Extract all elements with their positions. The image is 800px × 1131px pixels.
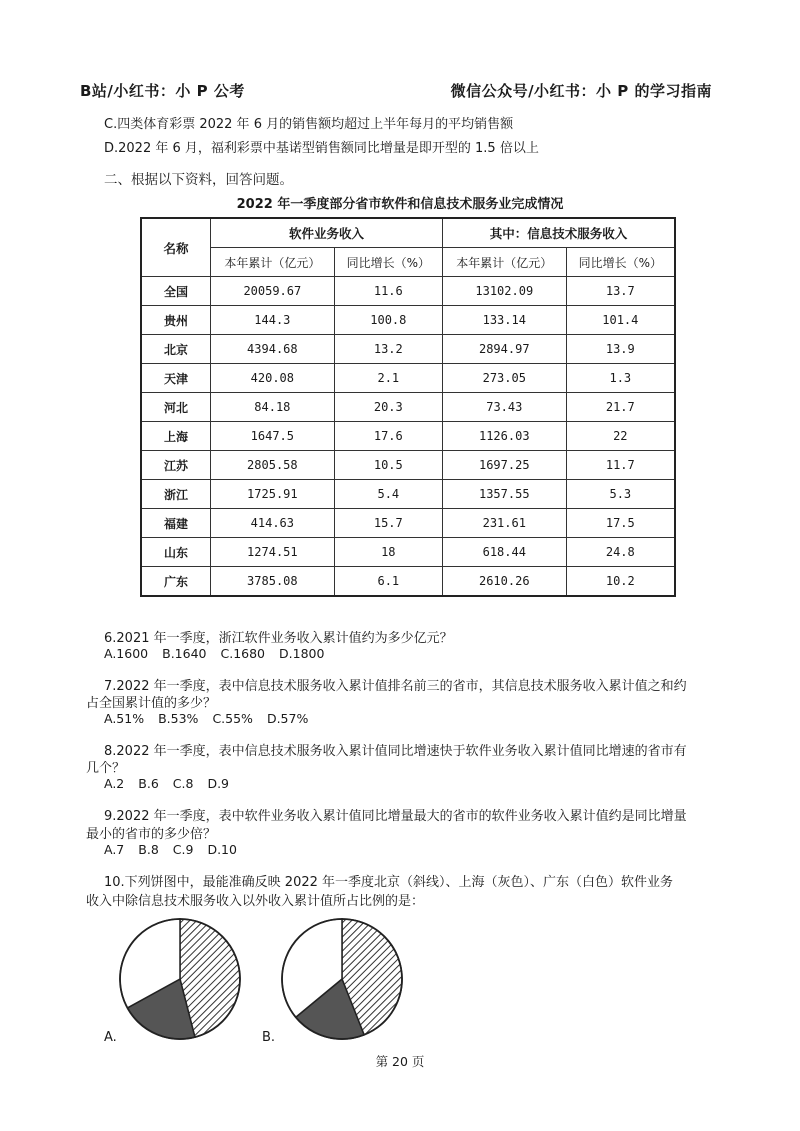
- cell: 1274.51: [211, 538, 335, 567]
- question-7-line1: 7.2022 年一季度，表中信息技术服务收入累计值排名前三的省市，其信息技术服务收入累计值之和约: [104, 679, 687, 694]
- table-row: [141, 509, 675, 538]
- table-subheader-row: [141, 248, 675, 277]
- question-9-options: [104, 842, 251, 857]
- option[interactable]: D.57%: [266, 711, 309, 726]
- cell: 10.2: [566, 567, 675, 597]
- question-9-line1: 9.2022 年一季度，表中软件业务收入累计值同比增量最大的省市的软件业务收入累计值约是同比增量: [104, 809, 687, 824]
- row-name: 福建: [141, 509, 211, 538]
- table-row: [141, 480, 675, 509]
- header-left: B站/小红书：小 P 公考: [80, 82, 245, 100]
- option[interactable]: A.2: [104, 776, 125, 791]
- option[interactable]: D.1800: [279, 646, 325, 661]
- cell: 18: [334, 538, 442, 567]
- question-7-options: [104, 711, 322, 726]
- cell: 13.2: [334, 335, 442, 364]
- cell: 133.14: [442, 306, 566, 335]
- question-6-options: [104, 646, 338, 661]
- col-name-header: 名称: [141, 218, 211, 277]
- cell: 420.08: [211, 364, 335, 393]
- cell: 2805.58: [211, 451, 335, 480]
- cell: 618.44: [442, 538, 566, 567]
- option[interactable]: B.53%: [158, 711, 199, 726]
- option[interactable]: B.1640: [162, 646, 207, 661]
- option[interactable]: A.7: [104, 842, 125, 857]
- option[interactable]: B.6: [138, 776, 159, 791]
- question-6: 6.2021 年一季度，浙江软件业务收入累计值约为多少亿元？: [104, 631, 453, 646]
- table-row: [141, 451, 675, 480]
- cell: 3785.08: [211, 567, 335, 597]
- row-name: 天津: [141, 364, 211, 393]
- cell: 13.9: [566, 335, 675, 364]
- pie-chart-b[interactable]: [278, 915, 406, 1043]
- cell: 11.7: [566, 451, 675, 480]
- row-name: 浙江: [141, 480, 211, 509]
- cell: 1647.5: [211, 422, 335, 451]
- sub1-header: 本年累计（亿元）: [211, 248, 335, 277]
- sub4-header: 同比增长（%）: [566, 248, 675, 277]
- option[interactable]: C.9: [172, 842, 194, 857]
- question-9-line2: 最小的省市的多少倍？: [86, 827, 217, 842]
- option[interactable]: C.1680: [220, 646, 266, 661]
- cell: 24.8: [566, 538, 675, 567]
- cell: 84.18: [211, 393, 335, 422]
- table-row: [141, 393, 675, 422]
- table-row: [141, 364, 675, 393]
- table-row: [141, 422, 675, 451]
- table-row: [141, 277, 675, 306]
- cell: 5.3: [566, 480, 675, 509]
- cell: 101.4: [566, 306, 675, 335]
- cell: 13102.09: [442, 277, 566, 306]
- cell: 414.63: [211, 509, 335, 538]
- cell: 2610.26: [442, 567, 566, 597]
- table-title: 2022 年一季度部分省市软件和信息技术服务业完成情况: [236, 197, 564, 212]
- cell: 20.3: [334, 393, 442, 422]
- cell: 17.6: [334, 422, 442, 451]
- cell: 5.4: [334, 480, 442, 509]
- question-8-options: [104, 776, 243, 791]
- cell: 4394.68: [211, 335, 335, 364]
- cell: 13.7: [566, 277, 675, 306]
- cell: 15.7: [334, 509, 442, 538]
- row-name: 全国: [141, 277, 211, 306]
- table-row: [141, 567, 675, 597]
- option[interactable]: B.8: [138, 842, 159, 857]
- question-7-line2: 占全国累计值的多少？: [86, 696, 217, 711]
- option[interactable]: D.9: [207, 776, 229, 791]
- cell: 273.05: [442, 364, 566, 393]
- pie-b-label: B.: [262, 1030, 276, 1045]
- option[interactable]: C.8: [172, 776, 194, 791]
- group2-header: 其中：信息技术服务收入: [442, 218, 675, 248]
- cell: 17.5: [566, 509, 675, 538]
- option-c-text: C.四类体育彩票 2022 年 6 月的销售额均超过上半年每月的平均销售额: [104, 117, 514, 132]
- cell: 2894.97: [442, 335, 566, 364]
- cell: 73.43: [442, 393, 566, 422]
- cell: 144.3: [211, 306, 335, 335]
- cell: 22: [566, 422, 675, 451]
- cell: 2.1: [334, 364, 442, 393]
- sub3-header: 本年累计（亿元）: [442, 248, 566, 277]
- question-8-line1: 8.2022 年一季度，表中信息技术服务收入累计值同比增速快于软件业务收入累计值同比增速的省市有: [104, 744, 687, 759]
- cell: 10.5: [334, 451, 442, 480]
- question-10-line2: 收入中除信息技术服务收入以外收入累计值所占比例的是：: [86, 894, 425, 909]
- row-name: 贵州: [141, 306, 211, 335]
- page-number: 第 20 页: [375, 1054, 425, 1069]
- row-name: 江苏: [141, 451, 211, 480]
- row-name: 广东: [141, 567, 211, 597]
- option[interactable]: D.10: [207, 842, 237, 857]
- data-table: [140, 217, 676, 597]
- row-name: 山东: [141, 538, 211, 567]
- cell: 231.61: [442, 509, 566, 538]
- section-heading: 二、根据以下资料，回答问题。: [104, 172, 293, 188]
- header-right: 微信公众号/小红书：小 P 的学习指南: [450, 82, 712, 100]
- row-name: 河北: [141, 393, 211, 422]
- pie-chart-a[interactable]: [116, 915, 244, 1043]
- table-header-row: [141, 218, 675, 248]
- cell: 21.7: [566, 393, 675, 422]
- question-8-line2: 几个？: [86, 761, 126, 776]
- cell: 1.3: [566, 364, 675, 393]
- row-name: 上海: [141, 422, 211, 451]
- cell: 11.6: [334, 277, 442, 306]
- group1-header: 软件业务收入: [211, 218, 443, 248]
- option[interactable]: A.51%: [104, 711, 145, 726]
- cell: 6.1: [334, 567, 442, 597]
- cell: 1126.03: [442, 422, 566, 451]
- table-row: [141, 335, 675, 364]
- row-name: 北京: [141, 335, 211, 364]
- cell: 20059.67: [211, 277, 335, 306]
- cell: 1697.25: [442, 451, 566, 480]
- table-row: [141, 306, 675, 335]
- option[interactable]: C.55%: [212, 711, 253, 726]
- table-row: [141, 538, 675, 567]
- sub2-header: 同比增长（%）: [334, 248, 442, 277]
- cell: 100.8: [334, 306, 442, 335]
- question-10-line1: 10.下列饼图中，最能准确反映 2022 年一季度北京（斜线）、上海（灰色）、广东（白色）软件业务: [104, 875, 674, 890]
- option[interactable]: A.1600: [104, 646, 149, 661]
- option-d-text: D.2022 年 6 月，福利彩票中基诺型销售额同比增量是即开型的 1.5 倍以上: [104, 141, 539, 156]
- pie-a-label: A.: [104, 1030, 117, 1045]
- cell: 1725.91: [211, 480, 335, 509]
- cell: 1357.55: [442, 480, 566, 509]
